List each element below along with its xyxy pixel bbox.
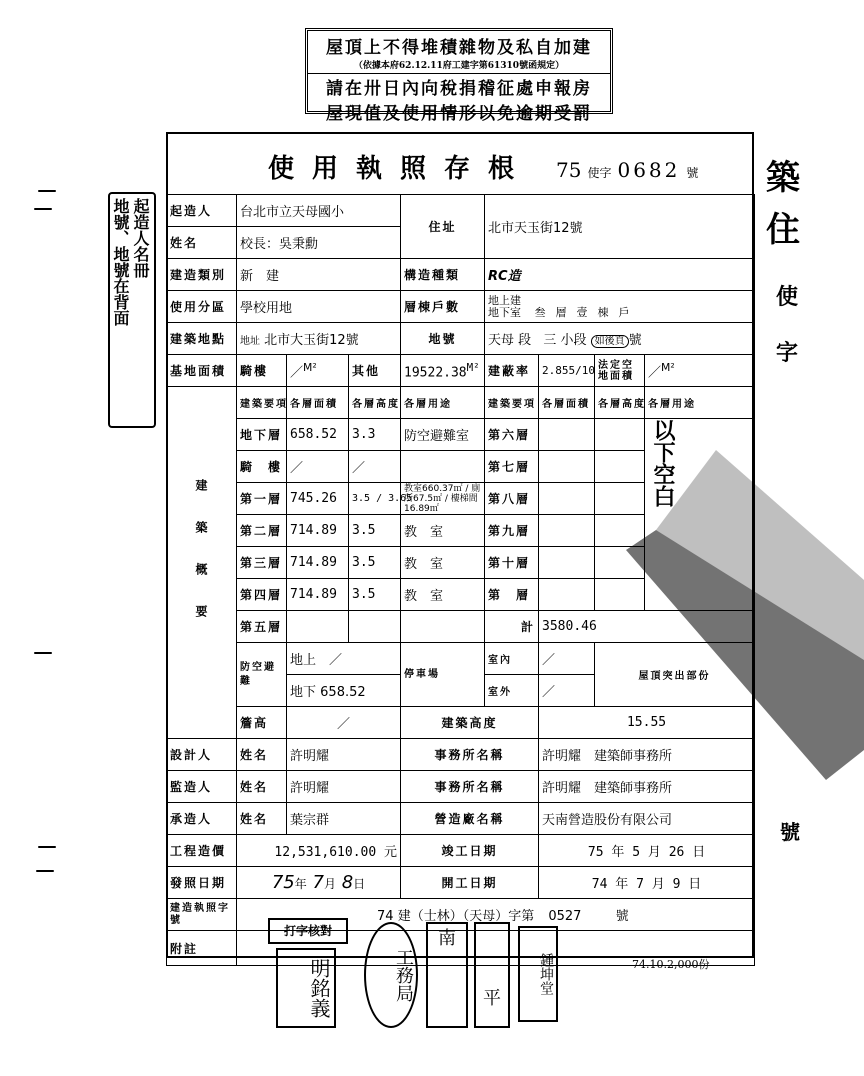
- permit-word: 使字: [587, 166, 612, 180]
- label-civil-def: 防空避難: [237, 643, 287, 707]
- other-area: [401, 355, 485, 387]
- issue-date: [237, 867, 401, 899]
- applicant-rep: 校長：吳秉勳: [237, 227, 401, 259]
- contractor-name: 葉宗群: [287, 803, 401, 835]
- floor-height: [349, 611, 401, 643]
- applicant-address: 北市天玉街12號: [485, 195, 755, 259]
- floor-height: 3.5: [349, 579, 401, 611]
- right-margin: [756, 140, 864, 844]
- parking-outdoor: ／: [539, 675, 595, 707]
- permit-suffix: 號: [686, 166, 699, 180]
- lot-info: [485, 323, 755, 355]
- label-other: 其他: [349, 355, 401, 387]
- col-area: 各層面積: [287, 387, 349, 419]
- completion-day: 26: [668, 845, 685, 860]
- col-area-2: 各層面積: [539, 387, 595, 419]
- label-bldg-height: 建築高度: [401, 707, 539, 739]
- margin-tick: [38, 190, 56, 192]
- unit-year-c: 年: [611, 845, 625, 860]
- unit-duan: 段: [518, 333, 532, 348]
- start-day: 9: [672, 877, 681, 892]
- floor-right-area: [539, 483, 595, 515]
- building-count: 壹: [576, 305, 588, 319]
- floor-name: 騎 樓: [237, 451, 287, 483]
- permit-no: 0682: [617, 158, 681, 182]
- start-date: [539, 867, 755, 899]
- label-above: 地上: [290, 653, 317, 668]
- floor-right-area: [539, 515, 595, 547]
- open-space-value: ／: [648, 365, 662, 381]
- unit-m2-other: M²: [466, 360, 480, 374]
- unit-month-s: 月: [651, 877, 665, 892]
- completion-month: 5: [632, 845, 641, 860]
- floor-area: 714.89: [287, 515, 349, 547]
- build-type: 新 建: [237, 259, 401, 291]
- col-height: 各層高度: [349, 387, 401, 419]
- floor-right-name: 第八層: [485, 483, 539, 515]
- eave-height: ／: [287, 707, 401, 739]
- unit-month-i: 月: [323, 877, 336, 891]
- unit-m2-open: M²: [661, 360, 675, 374]
- permit-number: [556, 158, 704, 182]
- floor-name: 地下層: [237, 419, 287, 451]
- check-stamp: [268, 918, 348, 944]
- civil-def-above-value: ／: [329, 653, 343, 668]
- start-month: 7: [636, 877, 644, 892]
- civil-def-below: [287, 675, 401, 707]
- use-zone: 學校用地: [237, 291, 401, 323]
- margin-tick: [36, 870, 54, 872]
- side-note-col1: 起造人名冊: [131, 198, 150, 278]
- permit-ref-word: 建（士林）（天母）字第: [397, 909, 535, 924]
- floor-right-area: [539, 579, 595, 611]
- label-applicant: 起造人: [167, 195, 237, 227]
- other-area-value: 19522.38: [404, 365, 467, 381]
- issue-year: 75: [271, 872, 295, 893]
- start-year: 74: [591, 877, 608, 892]
- floor-use: 防空避難室: [401, 419, 485, 451]
- bldg-height: 15.55: [539, 707, 755, 739]
- row-build-type: [167, 259, 755, 291]
- designer-name: 許明耀: [287, 739, 401, 771]
- unit-m2-arcade: M²: [303, 360, 317, 374]
- floor-height: 3.5: [349, 547, 401, 579]
- lot-section: 天母: [488, 333, 515, 348]
- floor-area: 658.52: [287, 419, 349, 451]
- label-designer-name: 姓名: [237, 739, 287, 771]
- label-designer: 設計人: [167, 739, 237, 771]
- side-note-box: [108, 192, 156, 428]
- floor-height: 3.5 / 3.65: [349, 483, 401, 515]
- cost: [237, 835, 401, 867]
- row-site: [167, 323, 755, 355]
- label-cost: 工程造價: [167, 835, 237, 867]
- floor-name: 第二層: [237, 515, 287, 547]
- unit-small-duan: 小段: [560, 333, 587, 348]
- label-permit-no: 建造執照字號: [167, 899, 237, 931]
- label-outdoor: 室外: [485, 675, 539, 707]
- label-arcade: 騎樓: [237, 355, 287, 387]
- floor-area: 714.89: [287, 547, 349, 579]
- designer-office: 許明耀 建築師事務所: [539, 739, 755, 771]
- cost-value: 12,531,610.00: [274, 845, 377, 860]
- floor-right-area: [539, 419, 595, 451]
- seal-3-text: 南: [438, 928, 456, 949]
- open-space: [645, 355, 755, 387]
- row-cost: [167, 835, 755, 867]
- floors-units: [485, 291, 755, 323]
- row-applicant: [167, 195, 755, 227]
- floor-right-name: 第六層: [485, 419, 539, 451]
- floor-use: 教 室: [401, 579, 485, 611]
- col-item: 建築要項: [237, 387, 287, 419]
- floor-area: ／: [287, 451, 349, 483]
- issue-month: 7: [312, 872, 324, 893]
- unit-hao: 號: [628, 333, 642, 348]
- label-contractor: 承造人: [167, 803, 237, 835]
- seal-4-text: 平: [483, 988, 501, 1009]
- label-site-area: 基地面積: [167, 355, 237, 387]
- label-coverage: 建蔽率: [485, 355, 539, 387]
- floor-use: 教 室: [401, 515, 485, 547]
- floor-use: 教 室: [401, 547, 485, 579]
- label-issue: 發照日期: [167, 867, 237, 899]
- floor-height: 3.3: [349, 419, 401, 451]
- label-roof-proj: 屋頂突出部份: [595, 643, 755, 707]
- bottom-stamps: [268, 918, 558, 1030]
- floors-below: 地下室: [488, 305, 522, 319]
- margin-char: 築: [766, 158, 800, 198]
- supervisor-name: 許明耀: [287, 771, 401, 803]
- seal-5-text: 鍾坤堂: [538, 953, 554, 995]
- label-parking: 停車場: [401, 643, 485, 707]
- arcade-area-value: ／: [290, 365, 304, 381]
- seal-5: [518, 926, 558, 1022]
- label-supervisor-name: 姓名: [237, 771, 287, 803]
- label-start: 開工日期: [401, 867, 539, 899]
- row-use-zone: [167, 291, 755, 323]
- print-count: 74.10.2,000份: [632, 958, 710, 971]
- total-area: 3580.46: [539, 611, 755, 643]
- stamp-line-4: 屋現值及使用情形以免逾期受罰: [326, 104, 592, 124]
- arcade-area: [287, 355, 349, 387]
- margin-char: 住: [766, 210, 800, 250]
- floor-height: 3.5: [349, 515, 401, 547]
- floor-use: [401, 451, 485, 483]
- floor-area: 714.89: [287, 579, 349, 611]
- contractor-firm: 天南營造股份有限公司: [539, 803, 755, 835]
- parking-indoor: ／: [539, 643, 595, 675]
- label-supervisor-office: 事務所名稱: [401, 771, 539, 803]
- margin-tick: [34, 208, 52, 210]
- supervisor-office: 許明耀 建築師事務所: [539, 771, 755, 803]
- row-issue: [167, 867, 755, 899]
- margin-char: 使: [776, 284, 799, 310]
- margin-char: 號: [780, 820, 800, 844]
- issue-day: 8: [341, 872, 354, 893]
- completion-date: [539, 835, 755, 867]
- col-use-2: 各層用途: [645, 387, 755, 419]
- label-use-zone: 使用分區: [167, 291, 237, 323]
- unit-hu: 戶: [618, 305, 630, 319]
- label-name: 姓名: [167, 227, 237, 259]
- unit-year-s: 年: [615, 877, 629, 892]
- col-item-2: 建築要項: [485, 387, 539, 419]
- label-eave: 簷高: [237, 707, 287, 739]
- floor-right-name: 第十層: [485, 547, 539, 579]
- label-remarks: 附註: [167, 931, 237, 966]
- site-address-text: 北市大玉街12號: [264, 333, 359, 348]
- unit-dong: 棟: [597, 305, 609, 319]
- unit-yuan: 元: [384, 845, 398, 860]
- floor-right-name: 第九層: [485, 515, 539, 547]
- label-site-location: 建築地點: [167, 323, 237, 355]
- struct-type: RC造: [485, 259, 755, 291]
- unit-day-i: 日: [353, 877, 366, 891]
- unit-ceng: 層: [555, 305, 567, 319]
- seal-3: [426, 922, 468, 1028]
- seal-4: [474, 922, 510, 1028]
- margin-tick: [38, 846, 56, 848]
- col-height-2: 各層高度: [595, 387, 645, 419]
- civil-def-above: [287, 643, 401, 675]
- floor-area: 745.26: [287, 483, 349, 515]
- seal-2-text: 工務局: [393, 948, 414, 1002]
- label-struct-type: 構造種類: [401, 259, 485, 291]
- floor-right-area: [539, 547, 595, 579]
- row-contractor: [167, 803, 755, 835]
- label-total: 計: [485, 611, 539, 643]
- site-address: [237, 323, 401, 355]
- label-building-outline: 建築概要: [167, 387, 237, 739]
- label-build-type: 建造類別: [167, 259, 237, 291]
- label-designer-office: 事務所名稱: [401, 739, 539, 771]
- label-open-space: 法定空地面積: [595, 355, 645, 387]
- unit-hao-permit: 號: [615, 909, 629, 924]
- unit-day-c: 日: [692, 845, 706, 860]
- permit-ref-no: 0527: [548, 909, 582, 924]
- coverage: 2.855/10: [539, 355, 595, 387]
- seal-1: [276, 948, 336, 1028]
- floor-right-area: [539, 451, 595, 483]
- floor-area: [287, 611, 349, 643]
- label-indoor: 室內: [485, 643, 539, 675]
- stamp-line-2: （依據本府62.12.11府工建字第61310號函規定）: [308, 58, 610, 74]
- completion-year: 75: [587, 845, 604, 860]
- floor-right-name: 第 層: [485, 579, 539, 611]
- floors-count: 叁: [534, 305, 546, 319]
- margin-tick: [34, 652, 52, 654]
- floor-name: 第一層: [237, 483, 287, 515]
- row-outline-header: [167, 387, 755, 419]
- permit-year: 75: [556, 158, 582, 182]
- unit-day-s: 日: [688, 877, 702, 892]
- margin-char: 字: [776, 340, 799, 366]
- floor-use: 教室660.37㎡ / 廁所67.5㎡ / 樓梯間16.89㎡: [401, 483, 485, 515]
- label-completion: 竣工日期: [401, 835, 539, 867]
- floor-name: 第四層: [237, 579, 287, 611]
- label-supervisor: 監造人: [167, 771, 237, 803]
- label-lot: 地號: [401, 323, 485, 355]
- label-below: 地下: [290, 685, 317, 700]
- label-address: 住址: [401, 195, 485, 259]
- lot-small: 三: [543, 333, 557, 348]
- applicant-name: 台北市立天母國小: [237, 195, 401, 227]
- label-site-addr: 地址: [240, 336, 260, 347]
- permit-ref-year: 74: [377, 909, 394, 924]
- label-floors-units: 層棟戶數: [401, 291, 485, 323]
- label-contractor-firm: 營造廠名稱: [401, 803, 539, 835]
- floors-above: 地上建: [488, 293, 522, 307]
- floor-name: 第三層: [237, 547, 287, 579]
- check-stamp-text: 打字核對: [283, 924, 332, 938]
- floor-height: ／: [349, 451, 401, 483]
- stamp-line-3: 請在卅日內向稅捐稽征處申報房: [326, 79, 592, 99]
- unit-month-c: 月: [647, 845, 661, 860]
- row-site-area: [167, 355, 755, 387]
- stamp-line-1: 屋頂上不得堆積雜物及私自加建: [326, 38, 592, 58]
- floor-use: [401, 611, 485, 643]
- floor-name: 第五層: [237, 611, 287, 643]
- right-note-text: 以下空白: [650, 419, 677, 507]
- unit-year-i: 年: [294, 877, 307, 891]
- civil-def-below-value: 658.52: [320, 685, 366, 700]
- side-note-col2: 地號、地號在背面: [111, 198, 130, 326]
- floor-right-name: 第七層: [485, 451, 539, 483]
- top-notice-stamp: [305, 28, 613, 124]
- seal-2: [364, 922, 418, 1028]
- form-title: 使用執照存根: [268, 154, 533, 184]
- seal-1-text: 明銘義: [307, 958, 331, 1018]
- label-contractor-name: 姓名: [237, 803, 287, 835]
- col-use: 各層用途: [401, 387, 485, 419]
- lot-note: 如後頁: [591, 335, 629, 348]
